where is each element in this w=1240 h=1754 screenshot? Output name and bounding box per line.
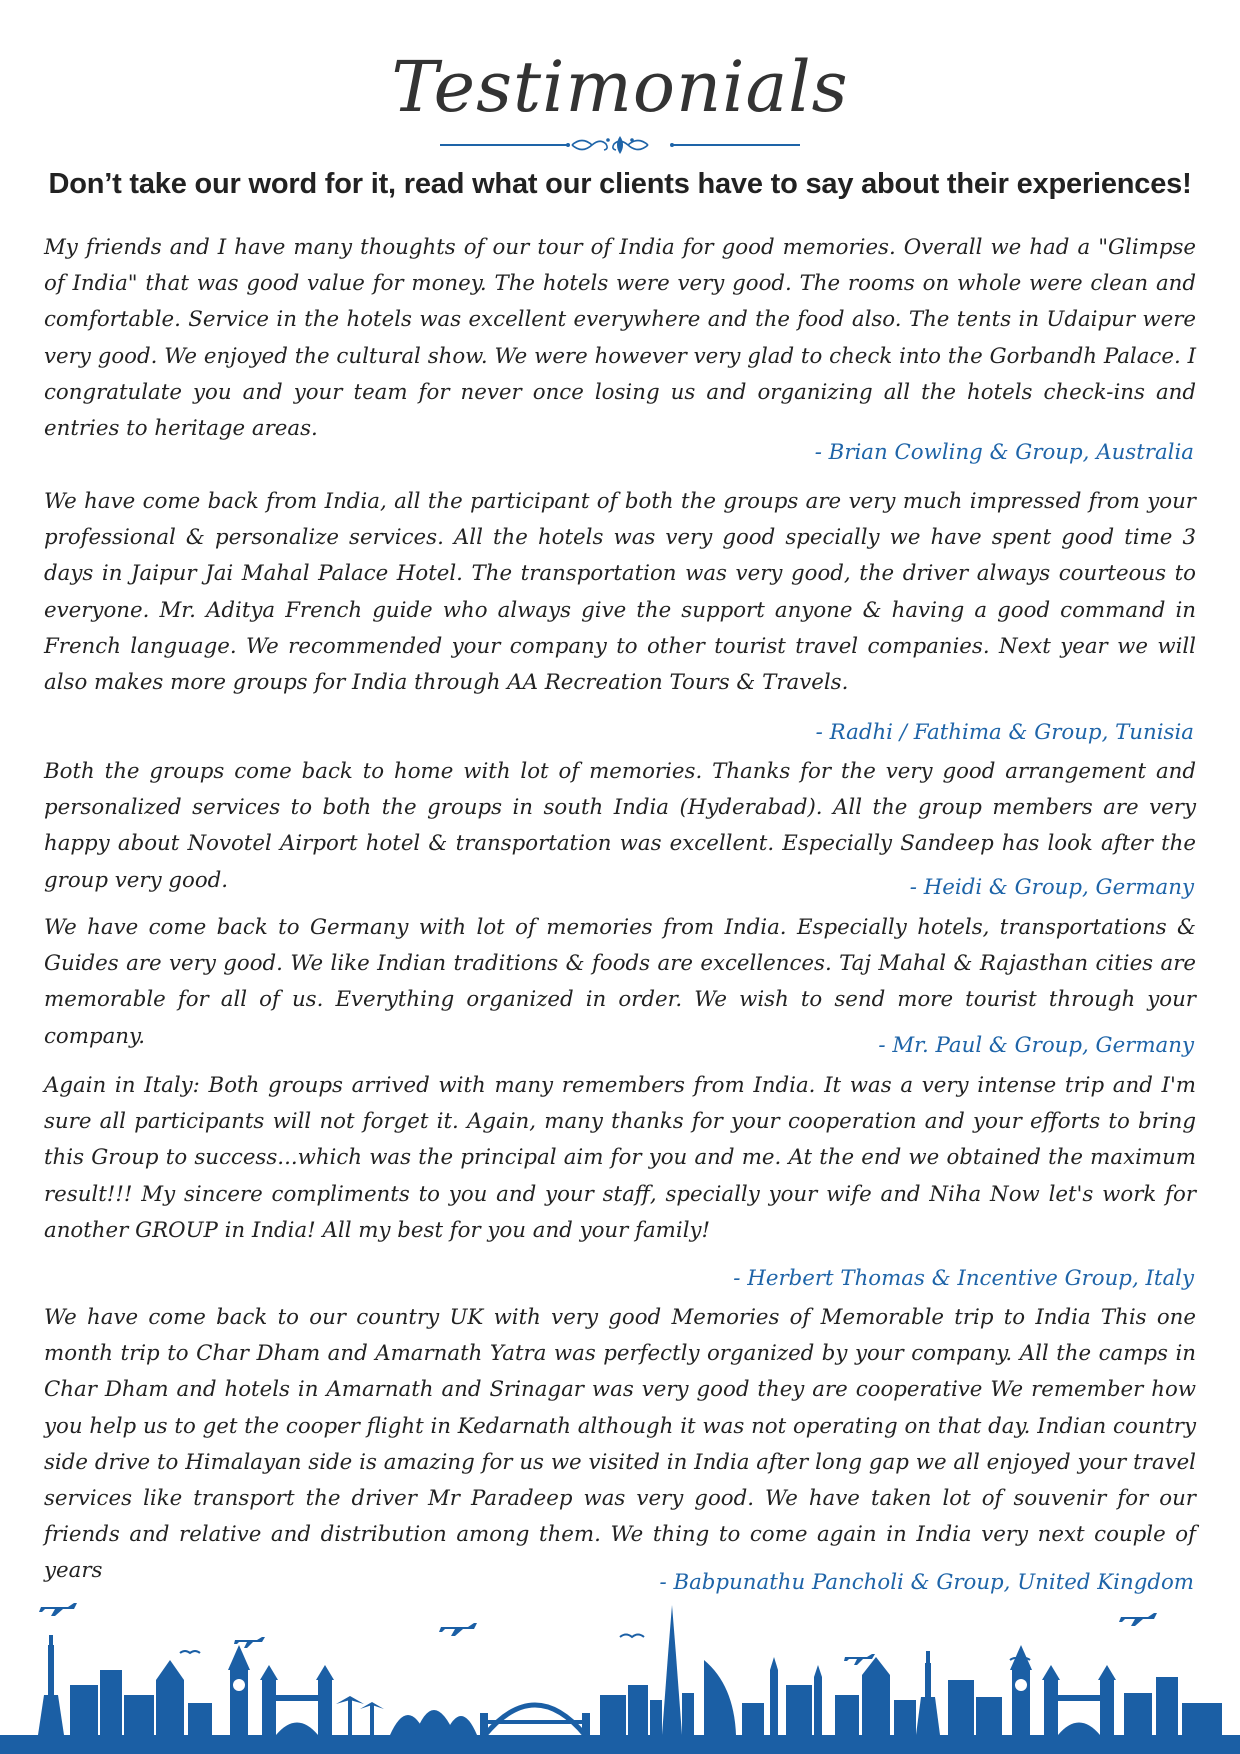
city-skyline-illustration <box>0 1585 1240 1754</box>
testimonial-text: We have come back to Germany with lot of memories from India. Especially hotels, transportations & Guides are very good. We like Indian traditions & foods are excellences. Taj Mahal & Rajasthan cities are memorable for all of us. Everything organized in order. We wish to send more tourist through your company. <box>44 915 1196 1049</box>
page-subtitle: Don’t take our word for it, read what our clients have to say about their experiences! <box>48 168 1192 200</box>
testimonial-author: - Brian Cowling & Group, Australia <box>814 440 1194 465</box>
airplane-icon <box>1119 1613 1157 1626</box>
page-title: Testimonials <box>391 46 849 128</box>
testimonial-author: - Herbert Thomas & Incentive Group, Italy <box>733 1266 1194 1291</box>
testimonial-author: - Babpunathu Pancholi & Group, United Kingdom <box>659 1570 1194 1595</box>
testimonial-text: We have come back to our country UK with very good Memories of Memorable trip to India This one month trip to Char Dham and Amarnath Yatra was perfectly organized by your company. All the camps in Char Dham and hotels in Amarnath and Srinagar was very good they are cooperative We remember how you help us to get the cooper flight in Kedarnath although it was not operating on that day. Indian country side drive to Himalayan side is amazing for us we visited in India after long gap we all enjoyed your travel services like transport the driver Mr Paradeep was very good. We have taken lot of souvenir for our friends and relative and distribution among them. We thing to come again in India very next couple of years <box>44 1305 1196 1584</box>
testimonial-text: We have come back from India, all the participant of both the groups are very much impressed from your professional & personalize services. All the hotels was very good specially we have spent good time 3 days in Jaipur Jai Mahal Palace Hotel. The transportation was very good, the driver always courteous to everyone. Mr. Aditya French guide who always give the support anyone & having a good command in French language. We recommended your company to other tourist travel companies. Next year we will also makes more groups for India through AA Recreation Tours & Travels. <box>44 489 1196 696</box>
testimonial-author: - Heidi & Group, Germany <box>909 875 1194 900</box>
testimonial-author: - Mr. Paul & Group, Germany <box>878 1033 1194 1058</box>
airplane-icon <box>439 1623 477 1636</box>
airplane-icon <box>844 1654 875 1665</box>
airplane-icon <box>39 1603 77 1616</box>
testimonial-text: Again in Italy: Both groups arrived with many remembers from India. It was a very intense trip and I'm sure all participants will not forget it. Again, many thanks for your cooperation and your efforts to bring this Group to success...which was the principal aim for you and me. At the end we obtained the maximum result!!! My sincere compliments to you and your staff, specially your wife and Niha Now let's work for another GROUP in India! All my best for you and your family! <box>44 1073 1196 1243</box>
testimonial-author: - Radhi / Fathima & Group, Tunisia <box>815 720 1194 745</box>
scroll-ornament-icon <box>440 134 800 156</box>
testimonial-text: Both the groups come back to home with lot of memories. Thanks for the very good arrangement and personalized services to both the groups in south India (Hyderabad). All the group members are very happy about Novotel Airport hotel & transportation was excellent. Especially Sandeep has look after the group very good. <box>44 759 1196 893</box>
testimonial-text: My friends and I have many thoughts of our tour of India for good memories. Overall we had a "Glimpse of India" that was good value for money. The hotels were very good. The rooms on whole were clean and comfortable. Service in the hotels was excellent everywhere and the food also. The tents in Udaipur were very good. We enjoyed the cultural show. We were however very glad to check into the Gorbandh Palace. I congratulate you and your team for never once losing us and organizing all the hotels check-ins and entries to heritage areas. <box>44 235 1196 442</box>
